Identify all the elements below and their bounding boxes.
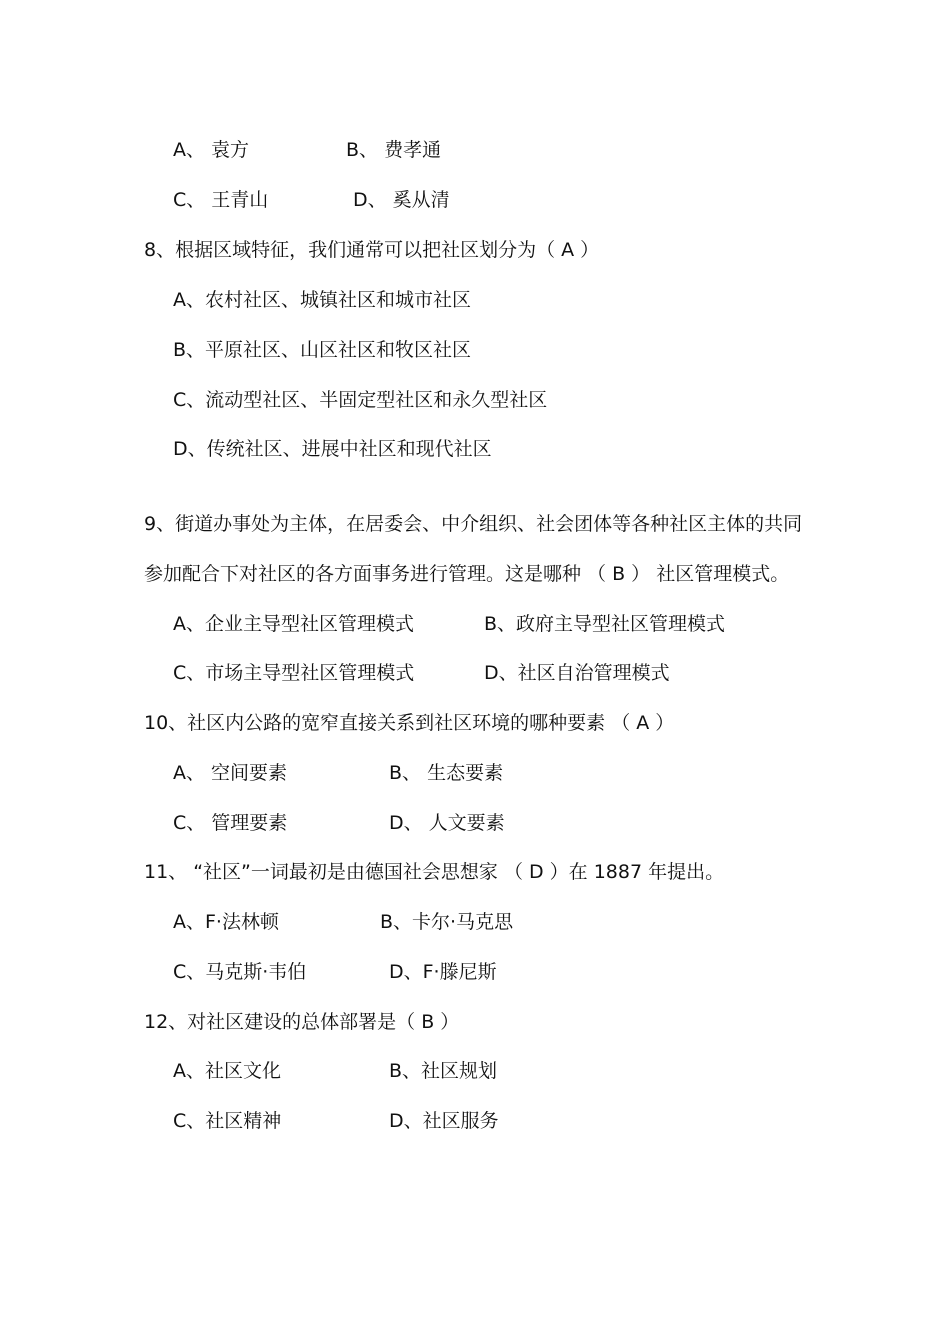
option-a: A、F·法林顿 <box>173 911 279 933</box>
option-a: A、企业主导型社区管理模式 <box>173 613 414 635</box>
option-d: D、 奚从清 <box>353 189 450 211</box>
question-stem: 10、社区内公路的宽窄直接关系到社区环境的哪种要素 （ A ） <box>144 712 675 734</box>
option-c: C、马克斯·韦伯 <box>173 961 307 983</box>
option-d: D、社区自治管理模式 <box>484 662 670 684</box>
option-c: C、社区精神 <box>173 1110 282 1132</box>
question-stem: 12、对社区建设的总体部署是（ B ） <box>144 1011 460 1033</box>
option-b: B、社区规划 <box>389 1060 498 1082</box>
option-b: B、卡尔·马克思 <box>380 911 514 933</box>
question-stem: 11、 “社区”一词最初是由德国社会思想家 （ D ）在 1887 年提出。 <box>144 861 725 883</box>
option-a: A、 空间要素 <box>173 762 288 784</box>
option-a: A、社区文化 <box>173 1060 281 1082</box>
option-d: D、 人文要素 <box>389 812 505 834</box>
option-a: A、农村社区、城镇社区和城市社区 <box>173 289 471 311</box>
option-c: C、 王青山 <box>173 189 269 211</box>
option-c: C、流动型社区、半固定型社区和永久型社区 <box>173 389 548 411</box>
question-stem: 8、根据区域特征，我们通常可以把社区划分为（ A ） <box>144 239 600 261</box>
option-d: D、F·滕尼斯 <box>389 961 497 983</box>
option-b: B、政府主导型社区管理模式 <box>484 613 726 635</box>
option-b: B、 生态要素 <box>389 762 504 784</box>
question-stem-line-1: 9、街道办事处为主体，在居委会、中介组织、社会团体等各种社区主体的共同 <box>144 513 803 535</box>
option-b: B、 费孝通 <box>346 139 442 161</box>
option-d: D、传统社区、进展中社区和现代社区 <box>173 438 492 460</box>
option-b: B、平原社区、山区社区和牧区社区 <box>173 339 472 361</box>
option-d: D、社区服务 <box>389 1110 499 1132</box>
option-c: C、市场主导型社区管理模式 <box>173 662 415 684</box>
option-a: A、 袁方 <box>173 139 250 161</box>
question-stem-line-2: 参加配合下对社区的各方面事务进行管理。这是哪种 （ B ） 社区管理模式。 <box>144 563 790 585</box>
option-c: C、 管理要素 <box>173 812 288 834</box>
